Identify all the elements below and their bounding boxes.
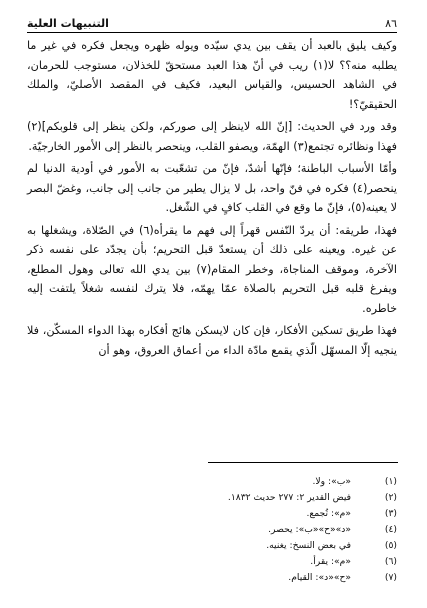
running-title: التنبيهات العلية: [27, 17, 109, 30]
footnote: [27, 570, 397, 586]
footnote: [27, 490, 397, 506]
footnote-text: «ب»: ولا.: [312, 476, 351, 487]
footnote-text: «د»«ح»«ب»: يحصر.: [268, 524, 351, 535]
footnote-number: (٢): [384, 492, 397, 503]
footnote-text: «م»: يقرأ.: [310, 556, 351, 567]
footnote-text: فيض القدير ٢: ٢٧٧ حديث ١٨٣٢.: [227, 492, 351, 503]
footnote-number: (٧): [384, 572, 397, 583]
footnote: [27, 522, 397, 538]
footnote: [27, 538, 397, 554]
footnote-text: «م»: تُجمع.: [306, 508, 351, 519]
main-text: [27, 36, 397, 360]
footnotes: [27, 474, 397, 586]
paragraph: وأمّا الأسباب الباطنة؛ فإنّها أشدّ، فإنّ من تشعّبت به الأمور في أودية الدنيا لم ينحصر(٤) فكره في فنّ واحد، بل لا يزال يطير من جانب إلى جانب، وغضّ البصر لا يعينه(٥)، فإنّ ما وقع في القلب كافٍ في الشّغل.: [27, 162, 397, 214]
paragraph: وكيف يليق بالعبد أن يقف بين يدي سيّده ويوله ظهره ويجعل فكره في غير ما يطلبه منه؟؟ لا(١) ريب في أنّ هذا العبد مستحقّ للخذلان، مستوجب للحرمان، في الشاهد الحسيس، والقياس البعيد، فكيف في المقصد الأصليّ، والملك الحقيقيّ؟!: [27, 39, 398, 111]
running-header: [27, 12, 397, 33]
footnote-separator: [208, 462, 398, 463]
footnote: [27, 474, 397, 490]
paragraph: فهذا طريق تسكين الأفكار، فإن كان لايسكن هائج أفكاره بهذا الدواء المسكّن، فلا ينجيه إلّا المسهّل الّذي يقمع مادّة الداء من أعماق العروق، وهو أن: [27, 324, 397, 357]
footnote-text: في بعض النسخ: يغنيه.: [266, 540, 351, 551]
footnote-number: (١): [384, 476, 397, 487]
footnote-text: «ح»«د»: القيام.: [288, 572, 351, 583]
footnote: [27, 506, 397, 522]
paragraph: وقد ورد في الحديث: [إنّ الله لاينظر إلى صوركم، ولكن ينظر إلى قلوبكم](٢) فهذا ونظائره تجتمع(٣) الهمّة، ويصفو القلب، وينحصر بالنظر إلى الأمور الخارجيّة.: [27, 120, 397, 153]
paragraph: فهذا، طريقه: أن يردّ النّفس قهراً إلى فهم ما يقرأه(٦) في الصّلاة، ويشغلها به عن غيره. ويعينه على ذلك أن يستعدّ قبل التحريم؛ بأن يجدّد على نفسه ذكر الآخرة، وموقف المناجاة، وخطر المقام(٧) بين يدي الله تعالى وهول المطلع، ويفرغ قلبه قبل التحريم بالصلاة عمّا يهمّه، فلا يترك لنفسه شغلاً يلتفت إليه خاطره.: [27, 223, 398, 315]
footnote-number: (٣): [384, 508, 397, 519]
footnote-number: (٥): [384, 540, 397, 551]
page-number: ٨٦: [385, 17, 397, 30]
footnote: [27, 554, 397, 570]
footnote-number: (٦): [384, 556, 397, 567]
footnote-number: (٤): [384, 524, 397, 535]
